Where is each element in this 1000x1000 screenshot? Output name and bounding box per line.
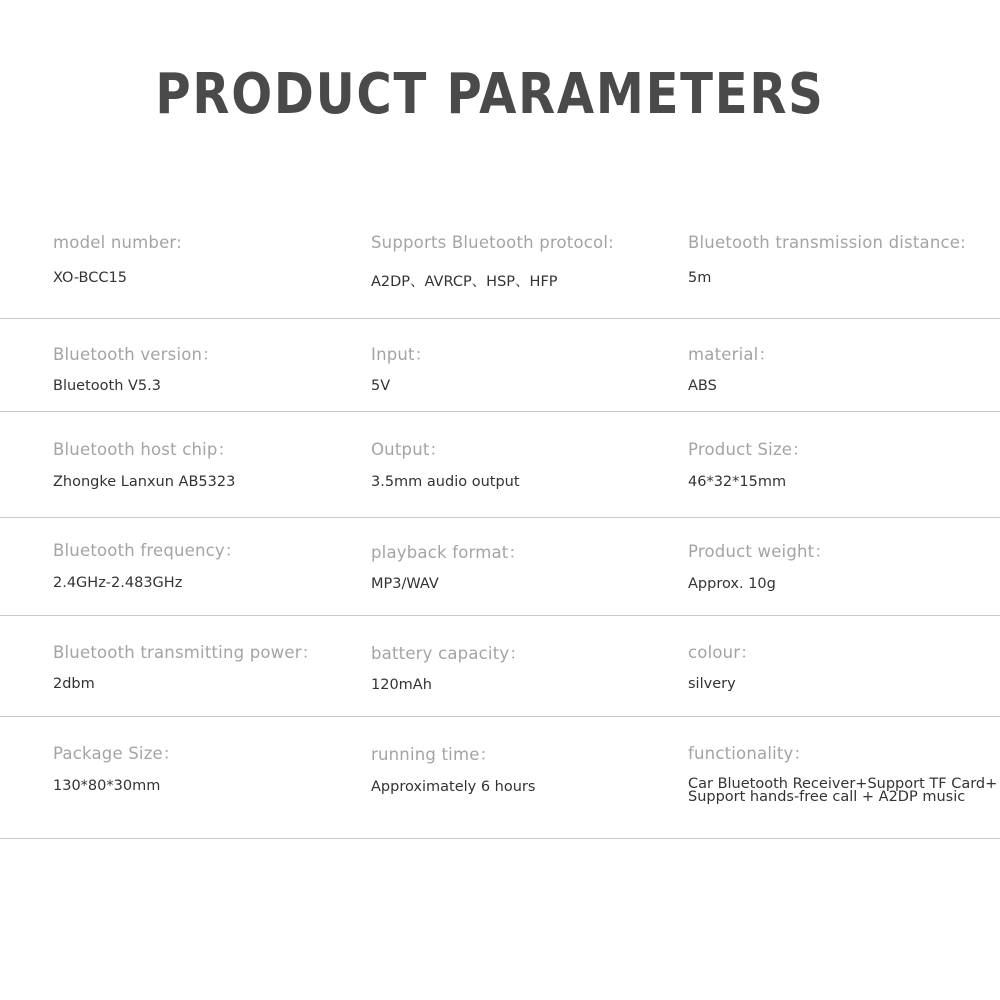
spec-row <box>0 518 1000 616</box>
spec-label: Bluetooth frequency： <box>53 541 242 560</box>
spec-row <box>0 616 1000 717</box>
spec-value: 2dbm <box>53 676 95 692</box>
spec-label: Bluetooth transmitting power： <box>53 643 319 662</box>
spec-value: 5m <box>688 270 712 286</box>
spec-label: Bluetooth version： <box>53 345 219 364</box>
spec-value: Approx. 10g <box>688 576 776 592</box>
spec-label: running time： <box>371 745 497 764</box>
spec-value: ABS <box>688 378 717 394</box>
spec-value: Car Bluetooth Receiver+Support TF Card+ Support hands-free call + A2DP music <box>688 776 998 805</box>
spec-value: MP3/WAV <box>371 576 439 592</box>
spec-label: model number: <box>53 233 182 252</box>
spec-label: material： <box>688 345 776 364</box>
spec-label: Supports Bluetooth protocol: <box>371 233 614 252</box>
spec-label: battery capacity： <box>371 644 527 663</box>
spec-value: 120mAh <box>371 677 432 693</box>
spec-value: 130*80*30mm <box>53 778 161 794</box>
spec-value: 46*32*15mm <box>688 474 787 490</box>
spec-value: silvery <box>688 676 736 692</box>
spec-label: Bluetooth transmission distance: <box>688 233 966 252</box>
spec-table <box>0 212 1000 839</box>
spec-label: Bluetooth host chip： <box>53 440 235 459</box>
spec-value: Bluetooth V5.3 <box>53 378 161 394</box>
spec-label: Input： <box>371 345 432 364</box>
spec-label: functionality： <box>688 744 811 763</box>
spec-label: Product weight： <box>688 542 832 561</box>
spec-label: colour： <box>688 643 757 662</box>
spec-row <box>0 717 1000 839</box>
spec-label: Output： <box>371 440 447 459</box>
spec-value: 2.4GHz-2.483GHz <box>53 575 183 591</box>
spec-value: Zhongke Lanxun AB5323 <box>53 474 236 490</box>
spec-value: A2DP、AVRCP、HSP、HFP <box>371 274 558 290</box>
spec-row <box>0 212 1000 319</box>
spec-label: Product Size： <box>688 440 809 459</box>
spec-label: Package Size： <box>53 744 180 763</box>
page-title: PRODUCT PARAMETERS <box>155 62 825 127</box>
spec-value: XO-BCC15 <box>53 270 127 286</box>
spec-value: 3.5mm audio output <box>371 474 520 490</box>
spec-value: Approximately 6 hours <box>371 779 536 795</box>
spec-value: 5V <box>371 378 391 394</box>
spec-row <box>0 319 1000 412</box>
spec-label: playback format： <box>371 543 526 562</box>
spec-row <box>0 412 1000 518</box>
